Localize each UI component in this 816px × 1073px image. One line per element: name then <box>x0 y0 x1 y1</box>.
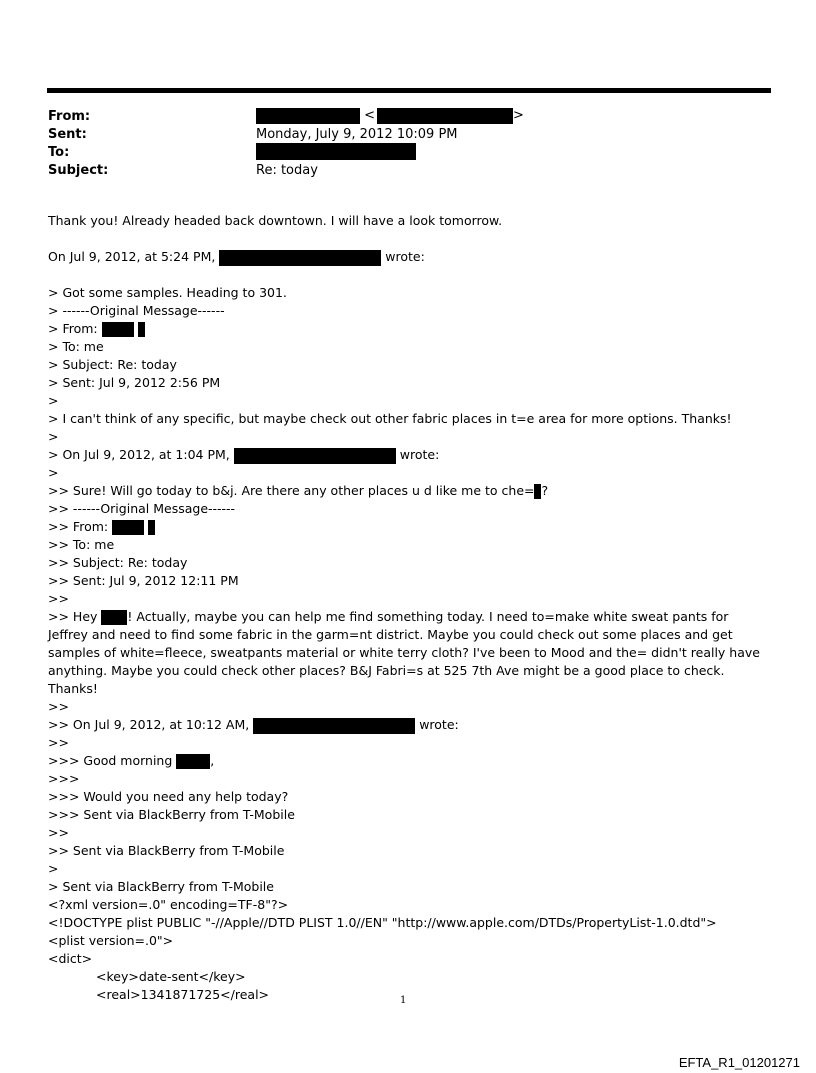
to-label: To: <box>48 145 70 160</box>
body-line: > ------Original Message------ <box>48 303 225 318</box>
header-rule <box>47 88 771 93</box>
body-line: >>> Would you need any help today? <box>48 789 289 804</box>
body-line: > <box>48 429 59 444</box>
page-number: 1 <box>400 995 407 1006</box>
from-value <box>256 107 524 125</box>
redaction-box <box>377 108 513 124</box>
body-line: > To: me <box>48 339 104 354</box>
from-label: From: <box>48 109 91 124</box>
body-paragraph: >> Hey ! Actually, maybe you can help me find something today. I need to=make white sweat pants for Jeffrey and need to find some fabric in the garm=nt district. Maybe you could check out some places and get samples of white=fleece, sweatpants material or white terry cloth? I've been to Mood and the= didn't really have anything. Maybe you could check other places? B&J Fabri=s at 525 7th Ave might be a good place to check. Thanks! <box>48 609 760 696</box>
body-line: Thank you! Already headed back downtown. I will have a look tomorrow. <box>48 213 503 228</box>
body-line: > <box>48 465 59 480</box>
body-line: >>> Good morning , <box>48 753 215 768</box>
body-line: > From: <box>48 320 768 338</box>
body-line: <dict> <box>48 951 93 966</box>
email-body <box>48 212 768 1004</box>
body-line: >> On Jul 9, 2012, at 10:12 AM, wrote: <box>48 717 459 732</box>
from-lt: < <box>364 108 376 123</box>
body-line: > On Jul 9, 2012, at 1:04 PM, wrote: <box>48 447 440 462</box>
subject-value: Re: today <box>256 163 318 178</box>
body-line: <plist version=.0"> <box>48 933 174 948</box>
body-line: >> ------Original Message------ <box>48 501 236 516</box>
body-line: >> Sent: Jul 9, 2012 12:11 PM <box>48 573 239 588</box>
body-line: >> <box>48 825 69 840</box>
redaction-box <box>148 520 155 535</box>
body-line: > Sent via BlackBerry from T-Mobile <box>48 879 274 894</box>
document-id: EFTA_R1_01201271 <box>678 1055 800 1070</box>
redaction-box <box>101 610 127 625</box>
redaction-box <box>256 143 416 160</box>
redaction-box <box>253 718 415 734</box>
sent-value: Monday, July 9, 2012 10:09 PM <box>256 127 458 142</box>
redaction-box <box>256 108 360 124</box>
redaction-box <box>138 322 145 337</box>
body-line: >>> <box>48 771 80 786</box>
body-line: > I can't think of any specific, but maybe check out other fabric places in t=e area for more options. Thanks! <box>48 411 732 426</box>
sent-label: Sent: <box>48 127 87 142</box>
body-line: >> Subject: Re: today <box>48 555 188 570</box>
body-line: On Jul 9, 2012, at 5:24 PM, wrote: <box>48 249 425 264</box>
redaction-box <box>112 520 144 535</box>
body-line: <key>date-sent</key> <box>96 969 246 984</box>
body-line: > Got some samples. Heading to 301. <box>48 285 287 300</box>
body-line: >> From: <box>48 518 768 536</box>
redaction-box <box>219 250 381 266</box>
body-line: >> Sure! Will go today to b&j. Are there any other places u d like me to che= ? <box>48 483 549 498</box>
body-line: <!DOCTYPE plist PUBLIC "-//Apple//DTD PLIST 1.0//EN" "http://www.apple.com/DTDs/PropertyList-1.0.dtd"> <box>48 915 717 930</box>
body-line: <real>1341871725</real> <box>96 987 270 1002</box>
from-gt: > <box>513 108 524 123</box>
body-line: <?xml version=.0" encoding=TF-8"?> <box>48 897 289 912</box>
redaction-box <box>234 448 396 464</box>
body-line: > Sent: Jul 9, 2012 2:56 PM <box>48 375 221 390</box>
body-line: >> <box>48 699 69 714</box>
to-value <box>256 143 416 161</box>
redaction-box <box>102 322 134 337</box>
body-line: >> To: me <box>48 537 115 552</box>
subject-label: Subject: <box>48 163 109 178</box>
body-line: >> <box>48 735 69 750</box>
body-line: > <box>48 861 59 876</box>
body-line: > Subject: Re: today <box>48 357 177 372</box>
body-line: >> <box>48 591 69 606</box>
body-line: > <box>48 393 59 408</box>
body-line: >>> Sent via BlackBerry from T-Mobile <box>48 807 295 822</box>
redaction-box <box>176 754 210 769</box>
body-line: >> Sent via BlackBerry from T-Mobile <box>48 843 285 858</box>
